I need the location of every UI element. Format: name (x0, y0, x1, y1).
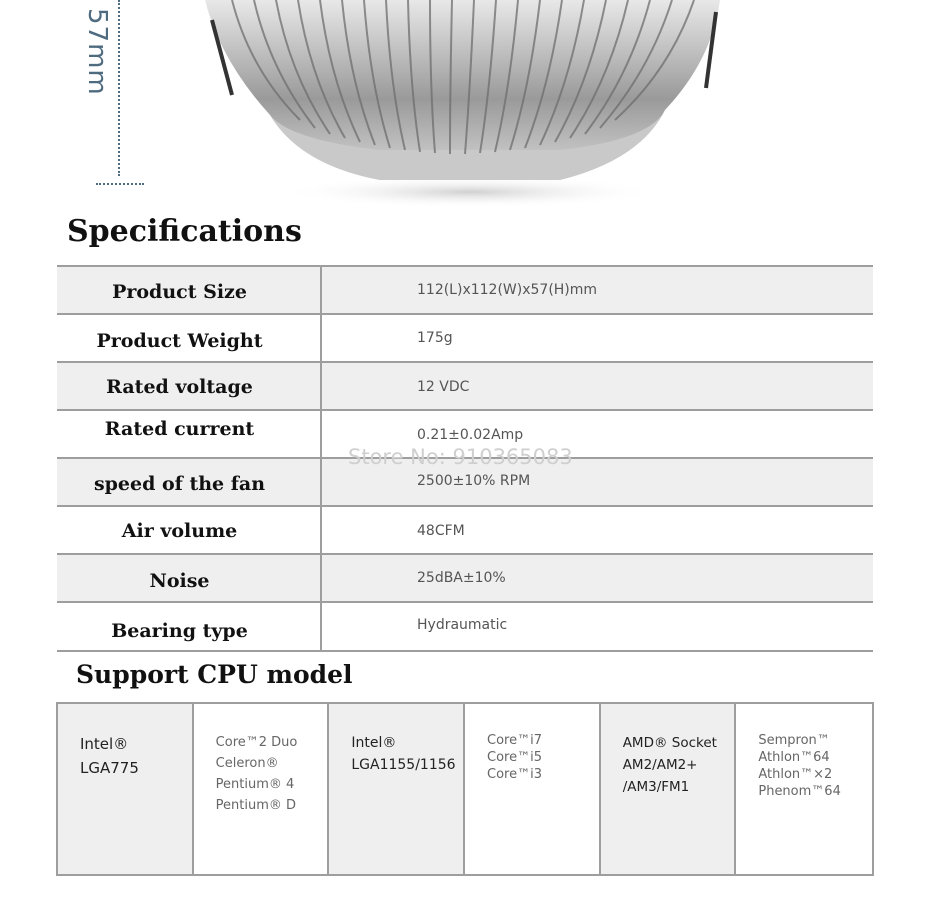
spec-label: Air volume (121, 520, 238, 542)
cpu-line: Core™2 Duo (215, 735, 298, 750)
cpu-cell (736, 704, 872, 874)
cpu-line: Core™i5 (487, 750, 542, 765)
cpu-cell (58, 704, 194, 874)
store-watermark: Store No: 910365083 (348, 445, 573, 469)
spec-row (57, 505, 873, 553)
support-cpu-heading: Support CPU model (76, 660, 353, 689)
cpu-cell-text (758, 732, 840, 800)
cpu-cell-text (487, 732, 542, 783)
cpu-line: LGA775 (80, 759, 139, 777)
cpu-line: Pentium® D (215, 798, 297, 813)
dimension-baseline (96, 183, 144, 185)
spec-row (57, 361, 873, 409)
spec-value: 48CFM (417, 523, 465, 539)
cpu-line: Intel® (351, 735, 397, 751)
cpu-line: /AM3/FM1 (622, 779, 690, 795)
column-divider (320, 265, 322, 652)
spec-label: Noise (149, 570, 210, 592)
cpu-line: Athlon™64 (758, 750, 830, 765)
spec-row (57, 553, 873, 601)
spec-value: 25dBA±10% (417, 570, 506, 586)
cpu-cell-text (80, 732, 139, 780)
spec-value: Hydraumatic (417, 617, 508, 633)
dimension-line (118, 0, 120, 176)
cpu-cell (194, 704, 330, 874)
cpu-line: Sempron™ (758, 733, 830, 748)
spec-row (57, 313, 873, 361)
spec-label: speed of the fan (93, 473, 266, 495)
cpu-line: AM2/AM2+ (622, 757, 698, 773)
height-dimension-label: 57mm (82, 8, 112, 96)
product-photo (0, 0, 930, 210)
cpu-cooler-image (0, 0, 930, 210)
cpu-line: Intel® (80, 735, 129, 753)
cpu-line: Athlon™×2 (758, 767, 833, 782)
spec-label: Bearing type (111, 620, 248, 642)
spec-row (57, 265, 873, 313)
specifications-heading: Specifications (67, 214, 302, 249)
spec-label: Product Weight (96, 330, 263, 352)
cpu-cell (601, 704, 737, 874)
spec-row (57, 601, 873, 652)
spec-value: 12 VDC (417, 379, 470, 395)
cpu-line: AMD® Socket (622, 735, 717, 751)
cpu-cell (329, 704, 465, 874)
cpu-line: Phenom™64 (758, 784, 841, 799)
cpu-line: Pentium® 4 (215, 777, 295, 792)
cpu-cell-text (351, 732, 455, 776)
spec-value: 112(L)x112(W)x57(H)mm (417, 282, 598, 298)
spec-value: 2500±10% RPM (417, 473, 531, 489)
cpu-cell (465, 704, 601, 874)
cpu-cell-text (623, 732, 717, 798)
cpu-line: LGA1155/1156 (351, 757, 456, 773)
cpu-line: Core™i3 (487, 767, 542, 782)
cpu-line: Celeron® (215, 756, 279, 771)
spec-value: 175g (417, 330, 453, 346)
cpu-cell-text (216, 732, 298, 816)
spec-label: Rated voltage (106, 376, 253, 398)
cpu-support-table (56, 702, 874, 876)
cpu-line: Core™i7 (487, 733, 542, 748)
spec-label: Product Size (112, 281, 247, 303)
spec-label: Rated current (104, 418, 255, 440)
spec-value: 0.21±0.02Amp (417, 427, 524, 443)
